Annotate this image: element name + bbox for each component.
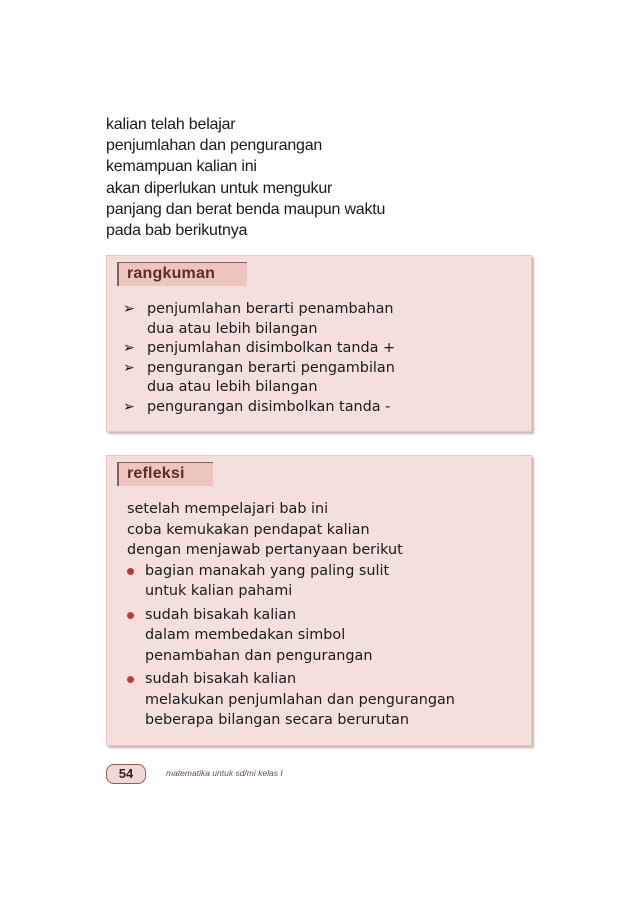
- rangkuman-item-line: pengurangan disimbolkan tanda -: [147, 398, 391, 415]
- bullet-dot-icon: [127, 568, 134, 575]
- refleksi-question-line: melakukan penjumlahan dan pengurangan: [145, 691, 455, 708]
- rangkuman-item: [123, 300, 395, 339]
- refleksi-question: [125, 605, 455, 667]
- intro-line: kalian telah belajar: [106, 116, 236, 133]
- arrow-bullet-icon: ➢: [123, 340, 135, 357]
- rangkuman-item: [123, 359, 395, 398]
- refleksi-question-line: sudah bisakah kalian: [145, 671, 297, 687]
- refleksi-list: [125, 499, 455, 731]
- page-number: 54: [118, 766, 134, 781]
- page-number-badge: [106, 764, 146, 784]
- intro-line: panjang dan berat benda maupun waktu: [106, 200, 386, 218]
- rangkuman-item-line: penjumlahan berarti penambahan: [147, 301, 394, 317]
- refleksi-question-line: beberapa bilangan secara berurutan: [145, 712, 409, 728]
- refleksi-question-line: bagian manakah yang paling sulit: [145, 562, 390, 579]
- rangkuman-item-line: penjumlahan disimbolkan tanda +: [147, 340, 396, 357]
- bullet-dot-icon: [127, 676, 134, 683]
- refleksi-intro-line: setelah mempelajari bab ini: [127, 501, 329, 517]
- rangkuman-tag: [117, 262, 247, 286]
- refleksi-question-line: dalam membedakan simbol: [145, 627, 346, 643]
- refleksi-intro-line: dengan menjawab pertanyaan berikut: [127, 542, 403, 558]
- intro-line: kemampuan kalian ini: [106, 158, 257, 176]
- rangkuman-item-line: pengurangan berarti pengambilan: [147, 359, 395, 376]
- page-footer: [106, 764, 530, 786]
- rangkuman-list: [123, 300, 395, 418]
- intro-paragraph: [106, 114, 526, 241]
- refleksi-tag: [117, 462, 213, 486]
- refleksi-question-line: sudah bisakah kalian: [145, 606, 297, 623]
- bullet-dot-icon: [127, 612, 134, 619]
- refleksi-box: [106, 455, 532, 746]
- refleksi-title: refleksi: [127, 465, 185, 482]
- arrow-bullet-icon: ➢: [123, 359, 135, 376]
- refleksi-question-line: untuk kalian pahami: [145, 583, 293, 599]
- rangkuman-box: [106, 255, 532, 432]
- intro-line: akan diperlukan untuk mengukur: [106, 179, 333, 197]
- arrow-bullet-icon: ➢: [123, 301, 135, 317]
- rangkuman-item-line: dua atau lebih bilangan: [147, 379, 318, 396]
- intro-line: pada bab berikutnya: [106, 222, 248, 240]
- arrow-bullet-icon: ➢: [123, 398, 135, 415]
- rangkuman-title: rangkuman: [127, 265, 216, 282]
- book-title: matematika untuk sd/mi kelas I: [166, 768, 283, 778]
- refleksi-question-line: penambahan dan pengurangan: [145, 647, 373, 664]
- rangkuman-item-line: dua atau lebih bilangan: [147, 320, 318, 337]
- refleksi-intro-line: coba kemukakan pendapat kalian: [127, 521, 370, 538]
- rangkuman-item: [123, 398, 395, 418]
- rangkuman-item: [123, 339, 395, 359]
- intro-line: penjumlahan dan pengurangan: [106, 137, 323, 155]
- refleksi-question: [125, 669, 455, 731]
- refleksi-question: [125, 561, 455, 602]
